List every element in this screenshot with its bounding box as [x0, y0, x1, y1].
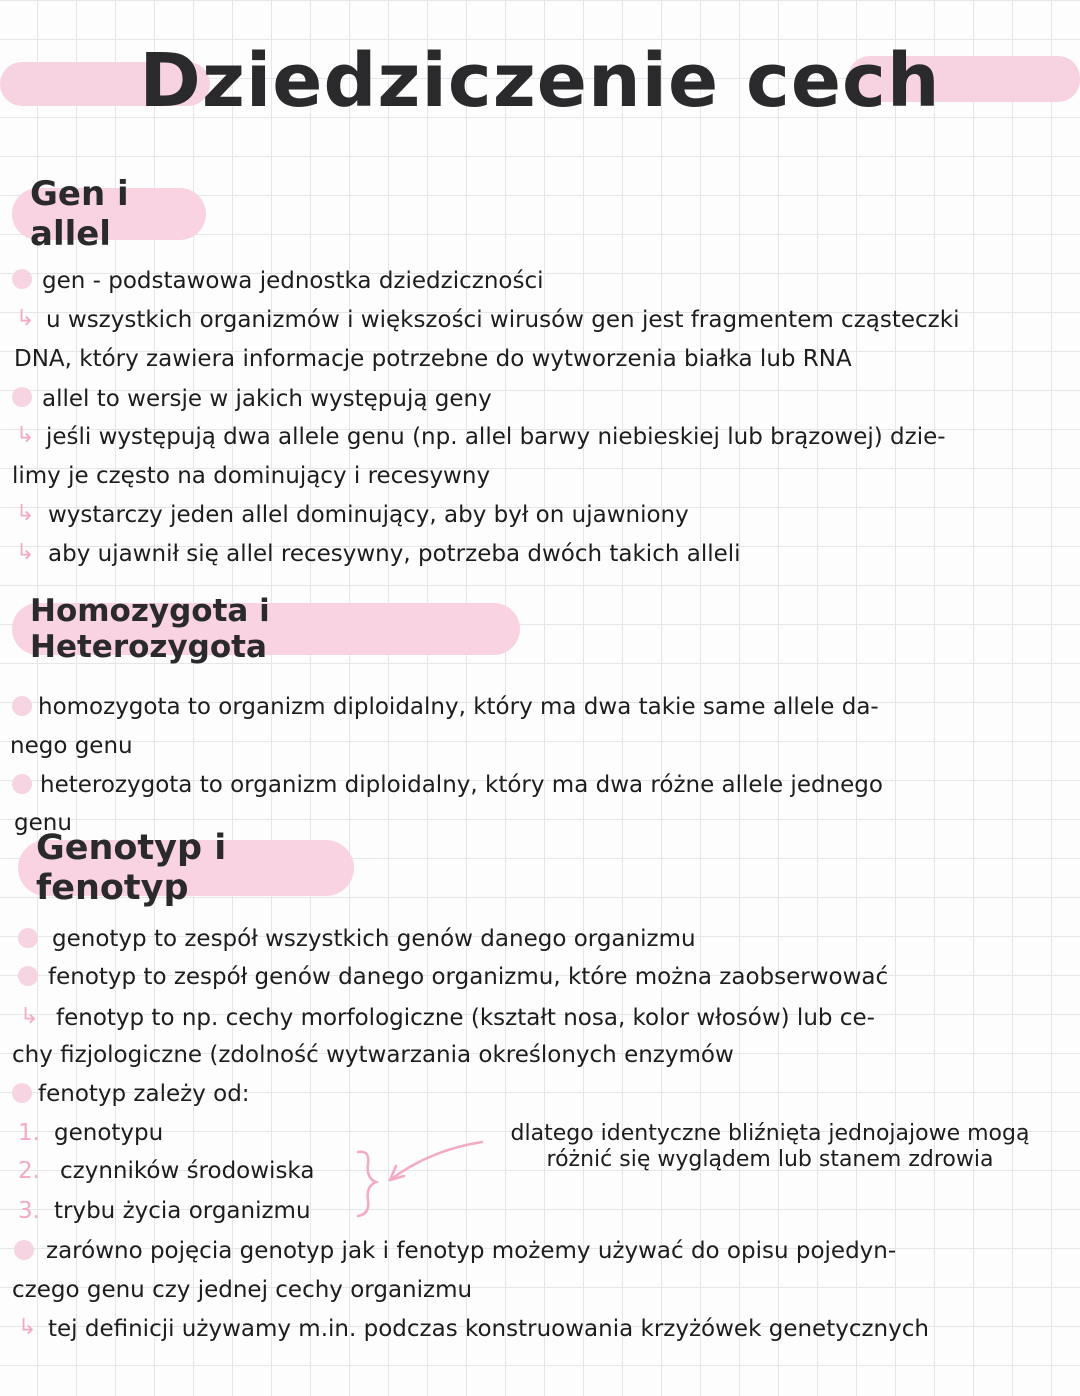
side-note: [490, 1121, 1050, 1173]
text-line: tej definicji używamy m.in. podczas konstruowania krzyżówek genetycznych: [48, 1316, 929, 1342]
list-item: genotypu: [54, 1120, 164, 1146]
arrow-icon: ↳: [20, 1004, 39, 1029]
bullet-icon: [12, 1083, 32, 1103]
bullet-icon: [12, 387, 32, 407]
bullet-icon: [18, 928, 38, 948]
bullet-icon: [18, 966, 38, 986]
bullet-icon: [14, 1240, 34, 1260]
text-line: genu: [14, 810, 72, 836]
list-number: 1.: [18, 1120, 40, 1146]
section-heading-genotyp-fenotyp: [18, 828, 354, 908]
text-line: aby ujawnił się allel recesywny, potrzeba dwóch takich alleli: [48, 541, 741, 567]
side-note-line: dlatego identyczne bliźnięta jednojajowe mogą: [510, 1121, 1030, 1146]
text-line: genotyp to zespół wszystkich genów danego organizmu: [52, 926, 696, 952]
text-line: jeśli występują dwa allele genu (np. allel barwy niebieskiej lub brązowej) dzie-: [46, 424, 946, 450]
bullet-icon: [12, 269, 32, 289]
arrow-icon: ↳: [16, 540, 35, 565]
text-line: fenotyp to np. cechy morfologiczne (kształt nosa, kolor włosów) lub ce-: [56, 1005, 875, 1031]
arrow-icon: ↳: [16, 306, 35, 331]
list-item: czynników środowiska: [60, 1158, 315, 1184]
brace-arrow-icon: [350, 1120, 500, 1230]
text-line: u wszystkich organizmów i większości wirusów gen jest fragmentem cząsteczki: [46, 307, 960, 333]
arrow-icon: ↳: [18, 1315, 37, 1340]
section-heading-text: Gen i allel: [30, 174, 129, 254]
text-line: czego genu czy jednej cechy organizmu: [12, 1277, 473, 1303]
list-number: 3.: [18, 1198, 40, 1224]
text-line: limy je często na dominujący i recesywny: [12, 463, 491, 489]
text-line: allel to wersje w jakich występują geny: [42, 386, 492, 412]
section-heading-text: Homozygota i Heterozygota: [30, 593, 270, 665]
side-note-line: różnić się wyglądem lub stanem zdrowia: [546, 1147, 994, 1172]
section-heading-text: Genotyp i fenotyp: [36, 828, 227, 908]
bullet-icon: [12, 774, 32, 794]
arrow-icon: ↳: [16, 423, 35, 448]
text-line: homozygota to organizm diploidalny, który ma dwa takie same allele da-: [38, 694, 879, 720]
text-line: gen - podstawowa jednostka dziedziczności: [42, 268, 544, 294]
text-line: wystarczy jeden allel dominujący, aby był on ujawniony: [48, 502, 689, 528]
section-heading-gen-allel: [12, 174, 206, 254]
bullet-icon: [12, 696, 32, 716]
text-line: fenotyp to zespół genów danego organizmu, które można zaobserwować: [48, 964, 889, 990]
text-line: DNA, który zawiera informacje potrzebne do wytworzenia białka lub RNA: [14, 346, 852, 372]
text-line: heterozygota to organizm diploidalny, który ma dwa różne allele jednego: [40, 772, 883, 798]
text-line: chy fizjologiczne (zdolność wytwarzania określonych enzymów: [12, 1042, 734, 1068]
arrow-icon: ↳: [16, 501, 35, 526]
text-line: fenotyp zależy od:: [38, 1081, 250, 1107]
section-heading-homo-hetero: [12, 593, 520, 665]
text-line: nego genu: [10, 733, 133, 759]
list-item: trybu życia organizmu: [54, 1198, 311, 1224]
text-line: zarówno pojęcia genotyp jak i fenotyp możemy używać do opisu pojedyn-: [46, 1238, 897, 1264]
page-title: Dziedziczenie cech: [139, 38, 941, 124]
list-number: 2.: [18, 1158, 40, 1184]
